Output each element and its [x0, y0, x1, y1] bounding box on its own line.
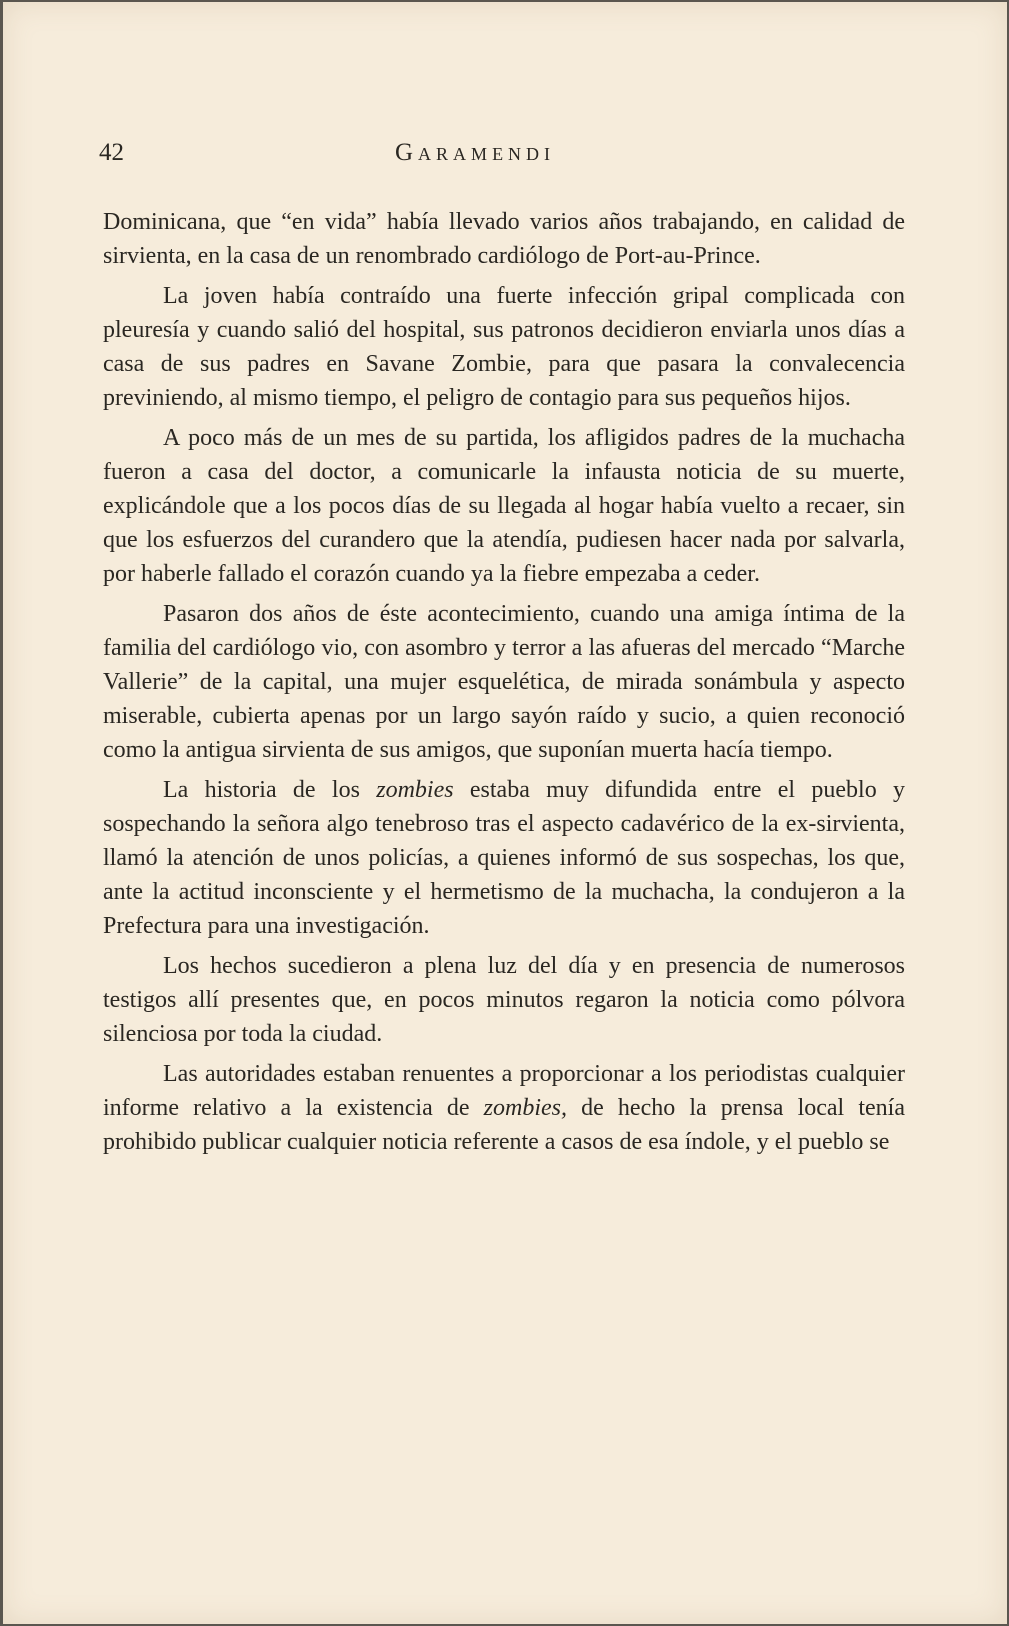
text-segment: La historia de los [163, 777, 377, 803]
text-segment: estaba muy difundida entre el pueblo y sospechando la señora algo tenebroso tras el aspecto cadavérico de la ex-sirvienta, llamó la atención de unos policías, a quienes informó de sus sospechas, los que, ante la actitud inconsciente y el hermetismo de la muchacha, la condujeron a la Prefectura para una investigación. [103, 777, 906, 939]
body-text [103, 205, 905, 1165]
page-number: 42 [99, 139, 124, 166]
italic-term: zombies [376, 777, 454, 803]
text-segment: Pasaron dos años de éste acontecimiento, cuando una amiga íntima de la familia del cardiólogo vio, con asombro y terror a las afueras del mercado “Marche Vallerie” de la capital, una mujer esquelética, de mirada sonámbula y aspecto miserable, cubierta apenas por un largo sayón raído y sucio, a quien reconoció como la antigua sirvienta de sus amigos, que suponían muerta hacía tiempo. [103, 601, 905, 763]
text-segment: Dominicana, que “en vida” había llevado varios años trabajando, en calidad de sirvienta, en la casa de un renombrado cardiólogo de Port-au-Prince. [103, 209, 905, 269]
paragraph [103, 597, 905, 767]
text-segment: Las autoridades estaban renuentes a proporcionar a los periodistas cualquier informe relativo a la existencia de [103, 1061, 905, 1121]
paragraph [103, 421, 905, 591]
paragraph [103, 773, 905, 943]
book-page [3, 2, 1007, 1624]
paragraph [103, 1057, 905, 1159]
running-head: Garamendi [395, 139, 556, 166]
paragraph [103, 205, 905, 273]
text-segment: de hecho la prensa local tenía prohibido publicar cualquier noticia referente a casos de esa índole, y el pueblo se [103, 1095, 905, 1155]
text-segment: La joven había contraído una fuerte infección gripal complicada con pleuresía y cuando salió del hospital, sus patronos decidieron enviarla unos días a casa de sus padres en Savane Zombie, para que pasara la convalecencia previniendo, al mismo tiempo, el peligro de contagio para sus pequeños hijos. [103, 283, 905, 411]
paragraph [103, 279, 905, 415]
paragraph [103, 949, 905, 1051]
italic-term: zombies, [483, 1095, 567, 1121]
page-header [99, 139, 909, 173]
text-segment: Los hechos sucedieron a plena luz del día y en presencia de numerosos testigos allí presentes que, en pocos minutos regaron la noticia como pólvora silenciosa por toda la ciudad. [103, 953, 905, 1047]
text-segment: A poco más de un mes de su partida, los afligidos padres de la muchacha fueron a casa del doctor, a comunicarle la infausta noticia de su muerte, explicándole que a los pocos días de su llegada al hogar había vuelto a recaer, sin que los esfuerzos del curandero que la atendía, pudiesen hacer nada por salvarla, por haberle fallado el corazón cuando ya la fiebre empezaba a ceder. [103, 425, 905, 587]
